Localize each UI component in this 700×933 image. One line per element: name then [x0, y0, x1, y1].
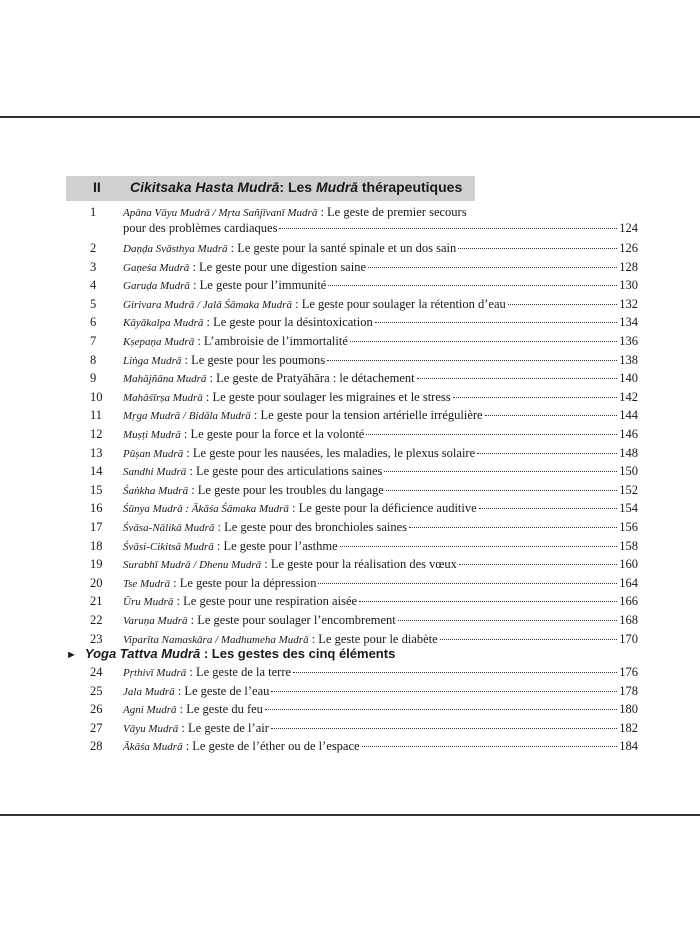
dot-leader — [409, 527, 617, 528]
section-number: II — [93, 179, 101, 195]
section-title-italic: Cikitsaka Hasta Mudrā — [130, 179, 280, 195]
entry-name: Ūru Mudrā — [123, 596, 174, 609]
entry-title — [123, 483, 384, 498]
entry-text — [123, 632, 638, 647]
entry-page: 144 — [619, 408, 638, 423]
entry-desc: : Le geste pour soulager l’encombrement — [187, 613, 396, 627]
entry-page: 184 — [619, 739, 638, 754]
entry-desc: : Le geste pour la dépression — [169, 575, 317, 590]
entry-text — [123, 483, 638, 498]
entry-text — [123, 427, 638, 442]
entry-title — [123, 613, 396, 628]
entry-desc: : Le geste de l’eau — [174, 683, 270, 698]
entry-page: 128 — [619, 259, 638, 274]
entry-desc1: : Le geste de premier secours — [317, 205, 467, 219]
entry-text — [123, 557, 638, 572]
entry-number: 12 — [90, 427, 103, 441]
entry-page: 164 — [619, 575, 638, 590]
entry-page: 182 — [619, 720, 638, 735]
entry-name: Mṛga Mudrā / Bidāla Mudrā — [123, 410, 251, 423]
entry-number: 6 — [90, 315, 97, 330]
entry-number: 10 — [90, 389, 103, 404]
entry-page: 176 — [619, 665, 638, 679]
entry-title — [123, 702, 263, 717]
entry-number: 14 — [90, 464, 103, 479]
entry-name: Tse Mudrā — [123, 577, 170, 590]
entry-title — [123, 576, 316, 591]
dot-leader — [362, 746, 618, 747]
entry-desc: : Le geste pour le diabète — [308, 631, 438, 646]
entry-title — [123, 594, 357, 609]
entry-name: Kāyākalpa Mudrā — [123, 317, 204, 330]
entry-desc: : Le geste pour soulager les migraines et le stress — [202, 389, 451, 404]
entry-page: 150 — [619, 464, 638, 479]
entry-desc: : Le geste pour la tension artérielle irrégulière — [250, 408, 483, 423]
entry-number: 9 — [90, 371, 97, 386]
dot-leader — [293, 672, 617, 673]
entry-text — [123, 721, 638, 736]
entry-page: 168 — [619, 613, 638, 627]
entry-page: 138 — [619, 352, 638, 367]
dot-leader — [479, 508, 618, 509]
entry-page: 126 — [619, 241, 638, 255]
entry-number: 24 — [90, 665, 103, 679]
entry-page: 170 — [619, 631, 638, 646]
entry-number: 17 — [90, 520, 103, 534]
entry-title — [123, 260, 366, 275]
dot-leader — [375, 322, 617, 323]
entry-name: Mahājñāna Mudrā — [123, 373, 207, 386]
entry-title — [123, 520, 407, 535]
entry-title — [123, 739, 360, 754]
entry-name: Muṣṭi Mudrā — [123, 429, 181, 441]
dot-leader — [417, 378, 618, 379]
entry-name: Girivara Mudrā / Jalā Śāmaka Mudrā — [123, 298, 292, 311]
entry-page: 152 — [619, 482, 638, 497]
entry-text — [123, 501, 638, 516]
entry-desc: : Le geste pour des articulations saines — [186, 464, 383, 479]
entry-text — [123, 684, 638, 699]
entry-number: 11 — [90, 408, 103, 423]
entry-name: Śvāsa-Nālikā Mudrā — [123, 522, 215, 534]
entry-title — [123, 665, 291, 680]
entry-desc: : Le geste pour l’asthme — [213, 538, 338, 553]
entry-number: 23 — [90, 631, 103, 646]
dot-leader — [340, 546, 618, 547]
entry-number: 25 — [90, 683, 103, 698]
entry-desc: : Le geste pour la déficience auditive — [288, 501, 477, 516]
entry-page: 134 — [619, 315, 638, 330]
entry-text — [123, 408, 638, 423]
entry-name: Pūṣan Mudrā — [123, 447, 184, 460]
entry-desc: : Le geste pour la santé spinale et un dos sain — [227, 241, 457, 255]
subsection-header — [66, 646, 395, 661]
entry-page: 148 — [619, 445, 638, 460]
entry-title — [123, 390, 451, 405]
dot-leader — [328, 285, 617, 286]
entry-text — [123, 297, 638, 312]
dot-leader — [398, 620, 618, 621]
entry-text — [123, 278, 638, 293]
entry-name: Pṛthivī Mudrā — [123, 667, 187, 679]
entry-desc: : Le geste pour la réalisation des vœux — [261, 557, 457, 572]
entry-number: 4 — [90, 278, 97, 293]
entry-page: 140 — [619, 371, 638, 386]
entry-desc: : Le geste de l’éther ou de l’espace — [182, 739, 360, 754]
entry-text — [123, 371, 638, 386]
dot-leader — [453, 397, 618, 398]
entry-number: 21 — [90, 594, 103, 609]
dot-leader — [459, 564, 617, 565]
entry-number: 1 — [90, 205, 97, 219]
entry-text — [123, 334, 638, 349]
arrow-icon: ► — [66, 649, 77, 661]
entry-number: 5 — [90, 296, 97, 311]
entry-number: 7 — [90, 334, 97, 348]
entry-title — [123, 334, 348, 349]
entry-desc: : Le geste pour soulager la rétention d’eau — [291, 296, 506, 311]
entry-number: 27 — [90, 720, 103, 735]
entry-text — [123, 576, 638, 591]
section-title-italic2: Mudrā — [315, 179, 358, 195]
entry-name: Ākāśa Mudrā — [123, 741, 183, 754]
entry-title — [123, 446, 475, 461]
entry-number: 2 — [90, 241, 97, 255]
entry-text — [123, 353, 638, 368]
entry-desc: : Le geste pour une digestion saine — [189, 259, 367, 274]
entry-number: 3 — [90, 259, 97, 274]
entry-desc: : Le geste de la terre — [186, 665, 292, 679]
section-title-end: thérapeutiques — [357, 179, 463, 195]
entry-number: 13 — [90, 445, 103, 460]
entry-desc: : Le geste pour l’immunité — [189, 278, 327, 293]
subsection-title-rest: : Les gestes des cinq éléments — [200, 646, 396, 661]
entry-text — [123, 390, 638, 405]
entry-name: Śaṅkha Mudrā — [123, 484, 189, 497]
section-title — [130, 179, 462, 195]
entry-text — [123, 464, 638, 479]
dot-leader — [368, 267, 617, 268]
entry-title — [123, 464, 382, 479]
dot-leader — [384, 471, 617, 472]
entry-name: Surabhī Mudrā / Dhenu Mudrā — [123, 559, 262, 572]
entry-desc: : Le geste pour les nausées, les maladies, le plexus solaire — [183, 445, 476, 460]
entry-name: Viparīta Namaskāra / Madhumeha Mudrā — [123, 633, 309, 646]
entry-desc: : Le geste pour des bronchioles saines — [214, 520, 408, 534]
entry-text — [123, 241, 638, 256]
dot-leader — [508, 304, 617, 305]
entry-line1 — [123, 205, 467, 220]
entry-title — [123, 371, 415, 386]
entry-name: Garuḍa Mudrā — [123, 280, 190, 293]
dot-leader — [485, 415, 618, 416]
section-title-mid: : Les — [279, 179, 316, 195]
section-header — [66, 176, 475, 201]
entry-page: 124 — [619, 221, 638, 235]
entry-title — [123, 539, 338, 554]
entry-text — [123, 594, 638, 609]
dot-leader — [279, 228, 617, 229]
entry-title — [123, 501, 477, 516]
entry-title — [123, 278, 326, 293]
entry-name: Mahāśīrṣa Mudrā — [123, 391, 203, 404]
dot-leader — [271, 691, 617, 692]
entry-page: 136 — [619, 334, 638, 348]
entry-name: Gaṇeśa Mudrā — [123, 261, 190, 274]
entry-name: Agni Mudrā — [123, 704, 177, 717]
entry-line2 — [123, 221, 638, 236]
entry-desc: : Le geste pour la force et la volonté — [180, 427, 365, 441]
subsection-title-italic: Yoga Tattva Mudrā — [84, 646, 201, 661]
entry-text — [123, 539, 638, 554]
entry-number: 8 — [90, 352, 97, 367]
entry-title — [123, 721, 269, 736]
dot-leader — [386, 490, 617, 491]
dot-leader — [327, 360, 617, 361]
entry-name: Vāyu Mudrā — [123, 722, 179, 735]
entry-title — [123, 557, 457, 572]
entry-title — [123, 684, 269, 699]
entry-name: Kṣepaṇa Mudrā — [123, 336, 195, 348]
entry-page: 146 — [619, 427, 638, 441]
entry-text — [123, 613, 638, 628]
entry-text — [123, 665, 638, 680]
entry-number: 28 — [90, 739, 103, 754]
entry-desc: : L’ambroisie de l’immortalité — [194, 334, 348, 348]
dot-leader — [359, 601, 617, 602]
entry-number: 19 — [90, 557, 103, 572]
entry-desc2: pour des problèmes cardiaques — [123, 221, 278, 235]
entry-number: 20 — [90, 575, 103, 590]
entry-title — [123, 427, 364, 442]
entry-text — [123, 702, 638, 717]
entry-desc: : Le geste pour les poumons — [181, 352, 326, 367]
entry-page: 160 — [619, 557, 638, 572]
entry-name: Daṇḍa Svāsthya Mudrā — [123, 243, 228, 255]
entry-page: 166 — [619, 594, 638, 609]
entry-text — [123, 260, 638, 275]
entry-name: Varuṇa Mudrā — [123, 615, 188, 627]
entry-desc: : Le geste pour la désintoxication — [203, 315, 373, 330]
dot-leader — [458, 248, 617, 249]
entry-page: 130 — [619, 278, 638, 293]
entry-title — [123, 241, 456, 256]
entry-page: 154 — [619, 501, 638, 516]
entry-number: 16 — [90, 501, 103, 516]
entry-desc: : Le geste du feu — [176, 702, 263, 717]
entry-number: 22 — [90, 613, 103, 627]
entry-name: Sandhi Mudrā — [123, 466, 187, 479]
dot-leader — [477, 453, 617, 454]
entry-text — [123, 315, 638, 330]
entry-text — [123, 520, 638, 535]
entry-number: 26 — [90, 702, 103, 717]
dot-leader — [440, 639, 618, 640]
entry-text — [123, 446, 638, 461]
entry-title — [123, 408, 483, 423]
dot-leader — [318, 583, 617, 584]
dot-leader — [350, 341, 617, 342]
dot-leader — [271, 728, 617, 729]
entry-name: Śvāsi-Cikitsā Mudrā — [123, 540, 214, 553]
entry-name: Śūnya Mudrā : Ākāśa Śāmaka Mudrā — [123, 503, 289, 516]
entry-desc: : Le geste pour les troubles du langage — [188, 482, 384, 497]
entry-page: 178 — [619, 683, 638, 698]
dot-leader — [265, 709, 617, 710]
entry-title — [123, 353, 325, 368]
entry-number: 15 — [90, 482, 103, 497]
entry-name: Apāna Vāyu Mudrā / Mṛta Sañjīvanī Mudrā — [123, 207, 318, 219]
entry-title — [123, 315, 373, 330]
entry-title — [123, 632, 438, 647]
entry-desc: : Le geste pour une respiration aisée — [173, 594, 358, 609]
entry-desc: : Le geste de l’air — [178, 720, 269, 735]
entry-page: 158 — [619, 538, 638, 553]
entry-text — [123, 739, 638, 754]
entry-page: 180 — [619, 702, 638, 717]
entry-desc: : Le geste de Pratyāhāra : le détachement — [206, 371, 415, 386]
entry-page: 142 — [619, 389, 638, 404]
dot-leader — [366, 434, 617, 435]
entry-name: Liṅga Mudrā — [123, 354, 182, 367]
entry-name: Jala Mudrā — [123, 685, 175, 698]
entry-number: 18 — [90, 538, 103, 553]
entry-page: 156 — [619, 520, 638, 534]
entry-title — [123, 297, 506, 312]
entry-page: 132 — [619, 296, 638, 311]
